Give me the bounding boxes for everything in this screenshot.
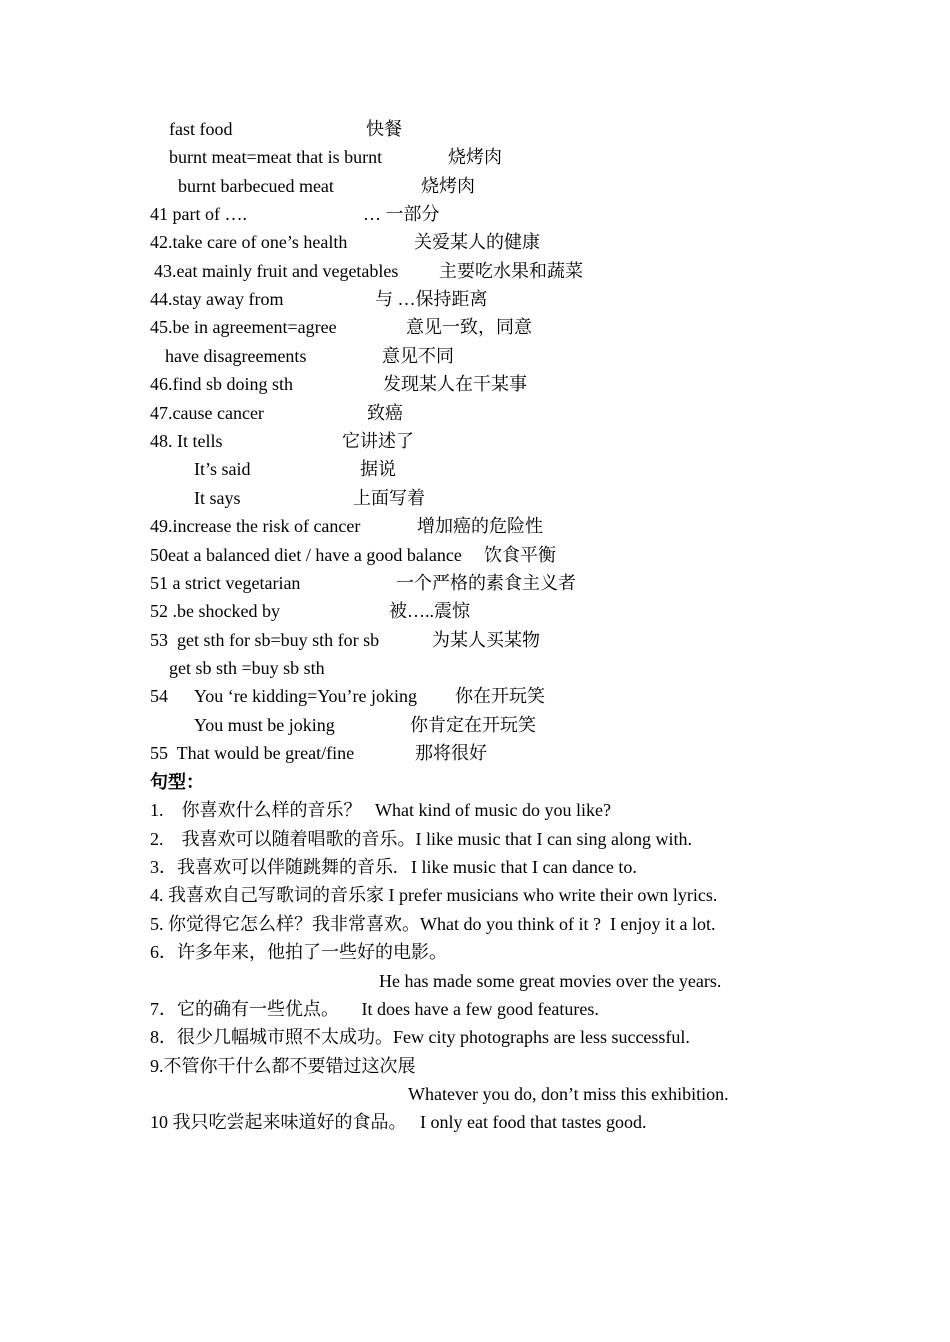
vocab-line (150, 429, 414, 453)
vocab-chinese: 一个严格的素食主义者 (396, 573, 576, 593)
vocab-chinese: 发现某人在干某事 (383, 374, 527, 394)
vocab-english: It says (194, 488, 241, 508)
sentence-line: 2. 我喜欢可以随着唱歌的音乐。I like music that I can sing along with. (150, 829, 692, 849)
sentence-line: 8．很少几幅城市照不太成功。Few city photographs are less successful. (150, 1027, 690, 1047)
vocab-chinese: 关爱某人的健康 (414, 232, 540, 252)
vocab-line (150, 230, 540, 254)
vocab-chinese: 你在开玩笑 (455, 686, 545, 706)
vocab-english: 50eat a balanced diet / have a good balance (150, 545, 462, 565)
vocab-chinese: 主要吃水果和蔬菜 (439, 261, 583, 281)
vocab-english: It’s said (194, 459, 251, 479)
vocab-chinese: 增加癌的危险性 (417, 516, 543, 536)
sentence-line: 9.不管你干什么都不要错过这次展 (150, 1056, 416, 1076)
vocab-english: get sb sth =buy sb sth (169, 658, 325, 678)
sentence-line: 6．许多年来，他拍了一些好的电影。 (150, 942, 447, 962)
vocab-english: 42.take care of one’s health (150, 232, 348, 252)
vocab-chinese: 快餐 (366, 119, 402, 139)
vocab-number: 54 (150, 686, 168, 706)
vocab-chinese: 与 …保持距离 (375, 289, 488, 309)
vocab-english: 43.eat mainly fruit and vegetables (154, 261, 399, 281)
vocab-line (150, 656, 325, 680)
vocab-english: 45.be in agreement=agree (150, 317, 337, 337)
vocab-english: 49.increase the risk of cancer (150, 516, 361, 536)
vocab-english: 44.stay away from (150, 289, 284, 309)
vocab-line (150, 486, 425, 510)
vocab-line (150, 543, 556, 567)
vocab-english: fast food (169, 119, 233, 139)
sentence-line: 10 我只吃尝起来味道好的食品。 I only eat food that tastes good. (150, 1112, 647, 1132)
vocab-english: You ‘re kidding=You’re joking (194, 686, 418, 706)
vocab-chinese: 它讲述了 (342, 431, 414, 451)
vocab-line (150, 457, 396, 481)
vocab-english: 52 .be shocked by (150, 601, 280, 621)
vocab-chinese: 意见一致，同意 (406, 317, 532, 337)
vocab-english: 51 a strict vegetarian (150, 573, 301, 593)
vocab-line (150, 202, 440, 226)
vocab-line (150, 571, 576, 595)
vocab-chinese: … 一部分 (363, 204, 440, 224)
vocab-chinese: 上面写着 (353, 488, 425, 508)
vocab-english: 47.cause cancer (150, 403, 264, 423)
vocab-chinese: 为某人买某物 (432, 630, 540, 650)
vocab-line (150, 401, 403, 425)
vocab-chinese: 饮食平衡 (484, 545, 556, 565)
sentence-line: 3．我喜欢可以伴随跳舞的音乐. I like music that I can dance to. (150, 857, 637, 877)
sentence-line: 5. 你觉得它怎么样？我非常喜欢。What do you think of it ? I enjoy it a lot. (150, 914, 716, 934)
vocab-line (150, 628, 540, 652)
vocab-chinese: 烧烤肉 (421, 176, 475, 196)
vocab-chinese: 烧烤肉 (448, 147, 502, 167)
vocab-line (150, 684, 545, 708)
vocab-line (150, 259, 583, 283)
vocab-english: 46.find sb doing sth (150, 374, 294, 394)
vocab-english: 53 get sth for sb=buy sth for sb (150, 630, 380, 650)
vocab-line (150, 287, 488, 311)
vocab-english: 41 part of …. (150, 204, 247, 224)
sentence-translation: He has made some great movies over the years. (379, 971, 722, 991)
vocab-english: burnt meat=meat that is burnt (169, 147, 383, 167)
vocab-chinese: 那将很好 (415, 743, 487, 763)
vocab-line (150, 315, 532, 339)
vocab-line (150, 145, 502, 169)
vocab-english: You must be joking (194, 715, 335, 735)
vocab-english: have disagreements (165, 346, 307, 366)
vocab-chinese: 被…..震惊 (389, 601, 470, 621)
vocab-line (150, 372, 527, 396)
section-heading: 句型： (150, 772, 204, 792)
vocab-line (150, 713, 536, 737)
vocab-line (150, 599, 470, 623)
vocab-line (150, 741, 487, 765)
sentence-line: 7．它的确有一些优点。 It does have a few good features. (150, 999, 599, 1019)
vocab-line (150, 344, 454, 368)
sentence-line: 1. 你喜欢什么样的音乐？ What kind of music do you like? (150, 800, 611, 820)
vocab-english: 48. It tells (150, 431, 223, 451)
vocab-chinese: 致癌 (367, 403, 403, 423)
vocab-chinese: 你肯定在开玩笑 (410, 715, 536, 735)
vocab-english: 55 That would be great/fine (150, 743, 355, 763)
vocab-line (150, 174, 475, 198)
vocab-english: burnt barbecued meat (178, 176, 334, 196)
vocab-line (150, 514, 543, 538)
vocab-chinese: 意见不同 (382, 346, 454, 366)
sentence-line: 4. 我喜欢自己写歌词的音乐家 I prefer musicians who write their own lyrics. (150, 885, 718, 905)
vocab-line (150, 117, 402, 141)
vocab-chinese: 据说 (360, 459, 396, 479)
sentence-translation: Whatever you do, don’t miss this exhibition. (408, 1084, 729, 1104)
